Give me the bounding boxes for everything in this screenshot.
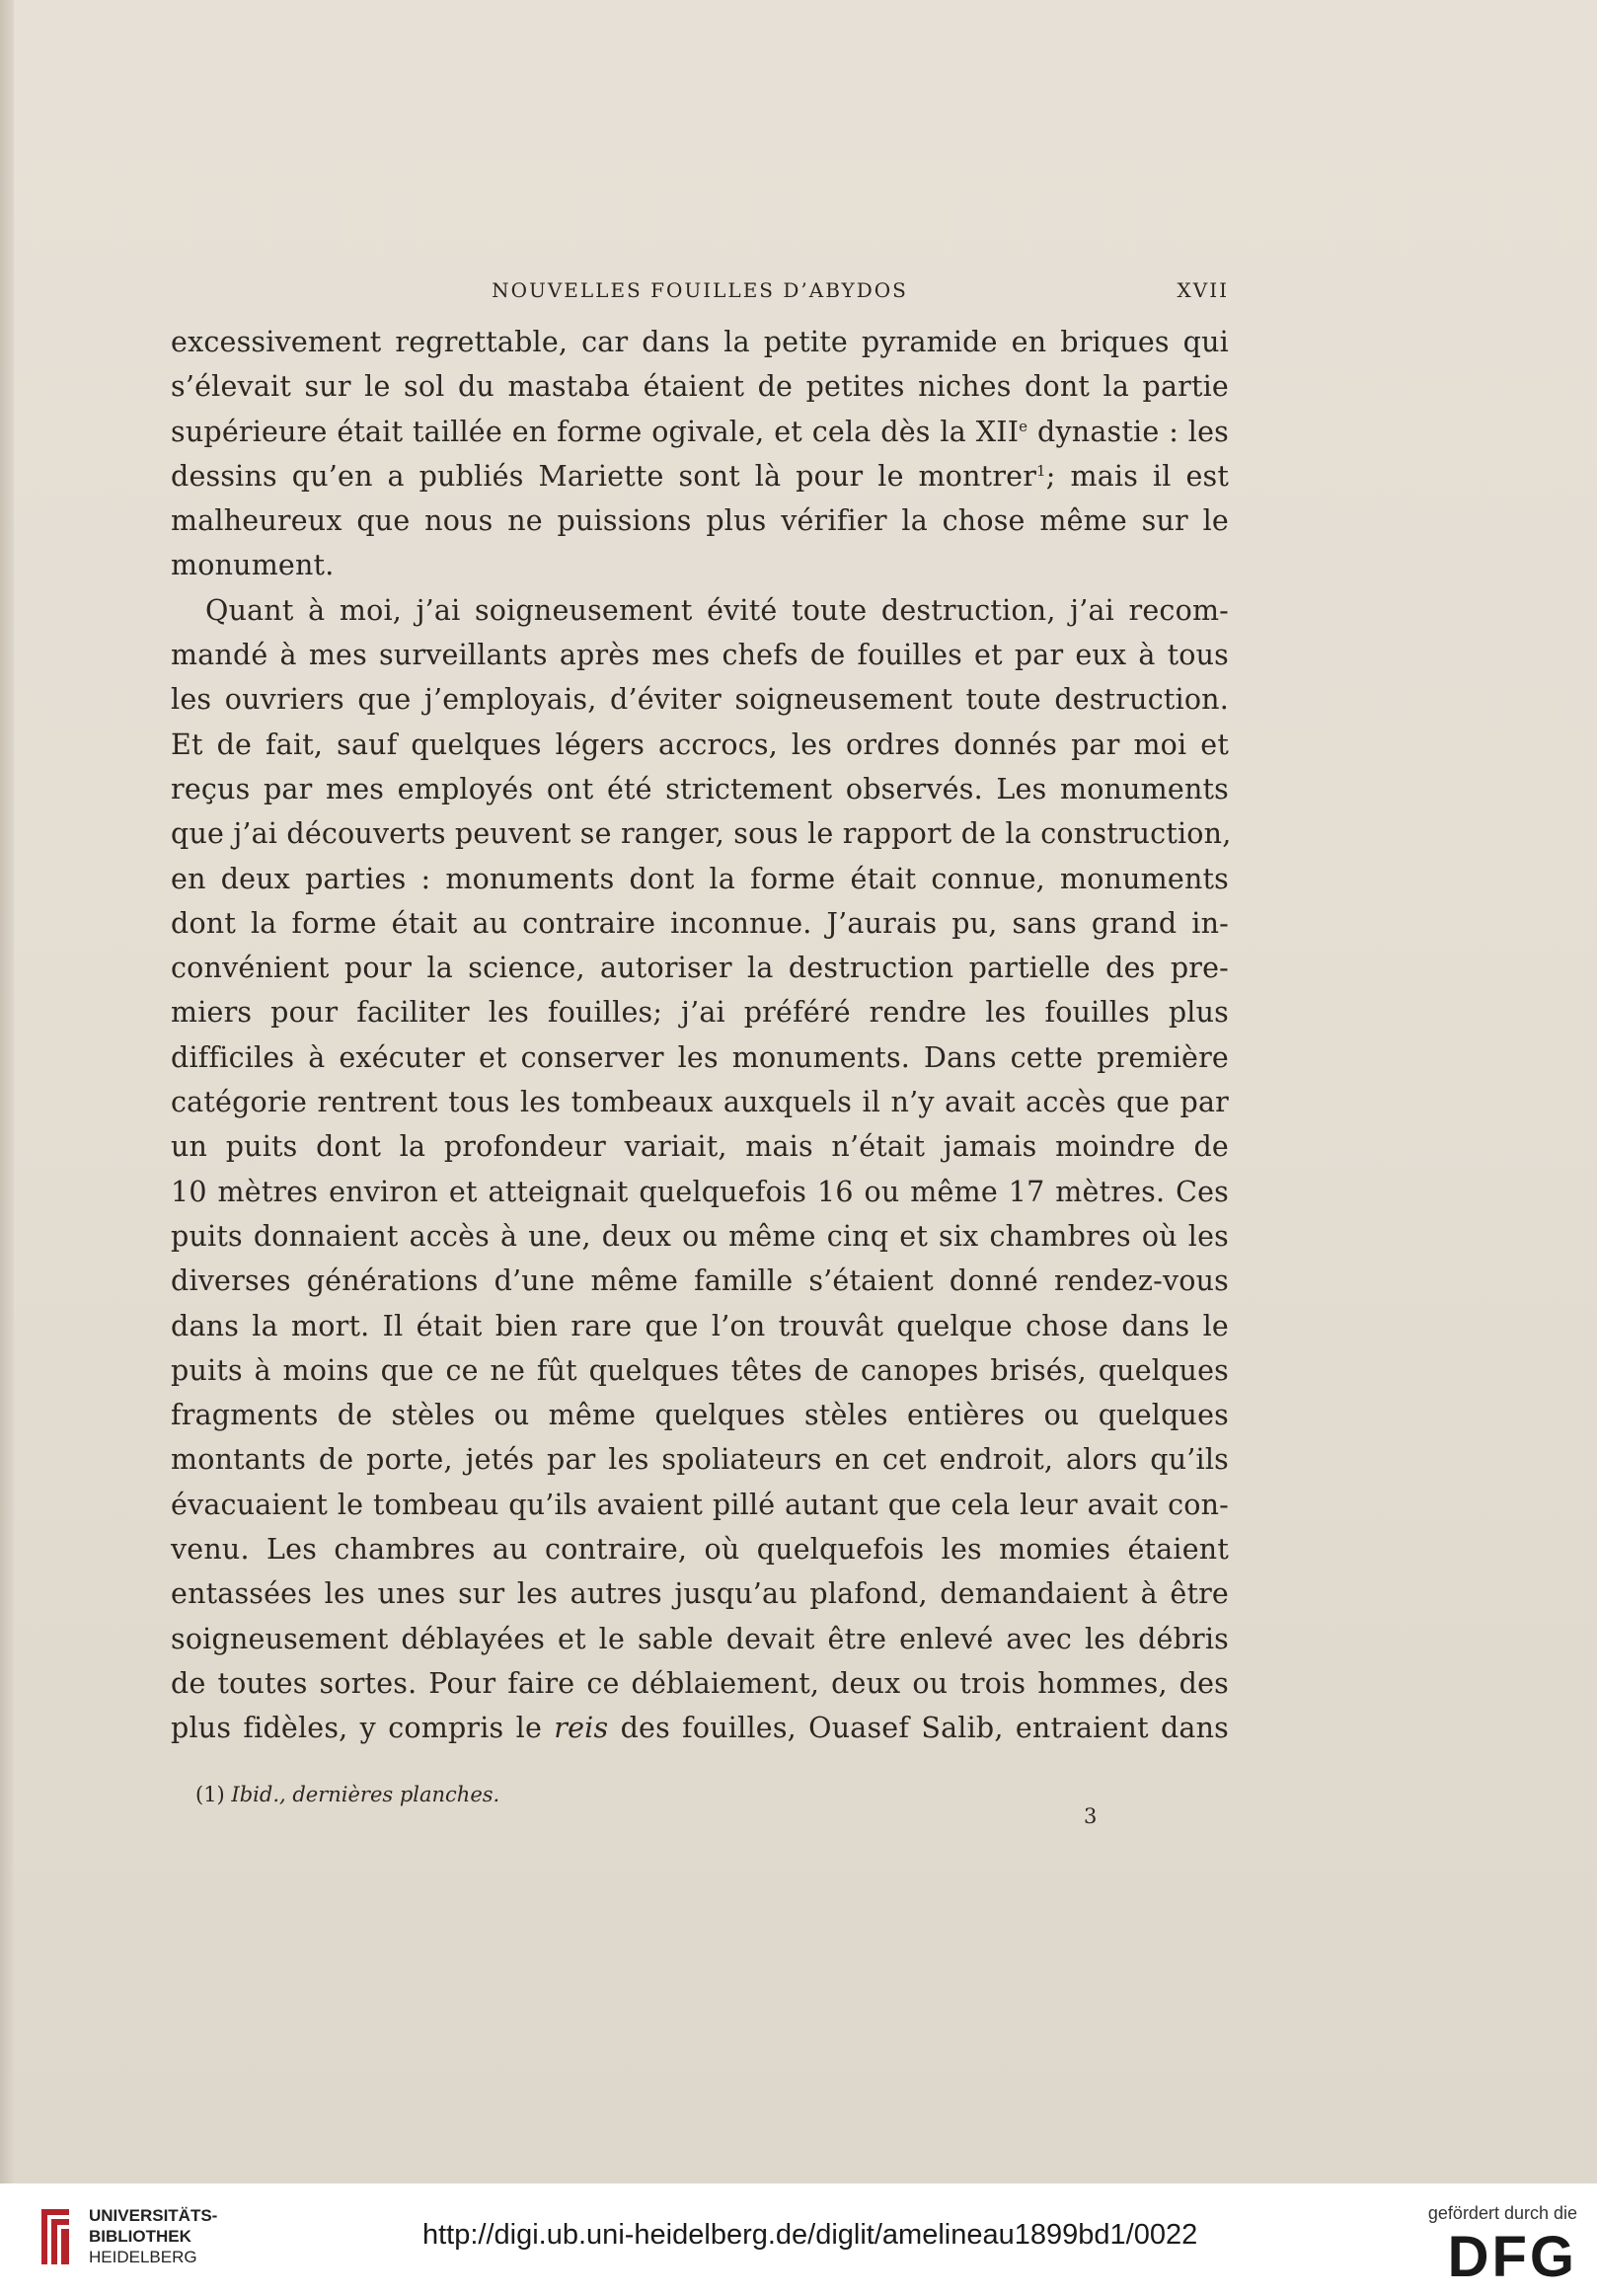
digitization-footer [0,2183,1597,2296]
text-line: dont la forme était au contraire inconnue. J’aurais pu, sans grand in- [171,906,1229,940]
text-line: difficiles à exécuter et conserver les monuments. Dans cette première [171,1040,1229,1074]
text-line: dessins qu’en a publiés Mariette sont là pour le montrer$^1$; mais il est [171,459,1229,493]
text-line: catégorie rentrent tous les tombeaux auxquels il n’y avait accès que par [171,1086,1229,1119]
text-line: miers pour faciliter les fouilles; j’ai préféré rendre les fouilles plus [171,996,1229,1030]
library-name: UNIVERSITÄTS- BIBLIOTHEK HEIDELBERG [89,2206,218,2266]
text-line: entassées les unes sur les autres jusqu’au plafond, demandaient à être [171,1577,1229,1611]
signature-mark: 3 [1084,1804,1098,1828]
text-line: reçus par mes employés ont été strictement observés. Les monuments [171,772,1229,805]
footnote [195,1783,499,1806]
text-line: dans la mort. Il était bien rare que l’on trouvât quelque chose dans le [171,1309,1229,1342]
superscript: e [1019,417,1028,435]
text-line: de toutes sortes. Pour faire ce déblaiement, deux ou trois hommes, des [171,1666,1229,1700]
footnote-ref: 1 [1036,461,1046,480]
text-line: supérieure était taillée en forme ogivale, et cela dès la XIIe dynastie : les [171,415,1229,448]
dfg-logo: DFG [1447,2225,1577,2289]
text-line: convénient pour la science, autoriser la destruction partielle des pre- [171,952,1229,985]
footnote-number: (1) [195,1783,232,1806]
text-line: les ouvriers que j’employais, d’éviter soigneusement toute destruction. [171,683,1229,717]
text-line: excessivement regrettable, car dans la petite pyramide en briques qui [171,326,1229,358]
text-line: mandé à mes surveillants après mes chefs de fouilles et par eux à tous [171,639,1229,672]
text-line: plus fidèles, y compris le reis des fouilles, Ouasef Salib, entraient dans [171,1712,1230,1745]
page-gutter-shadow [0,0,14,2183]
text-line: fragments de stèles ou même quelques stèles entières ou quelques [171,1399,1229,1432]
text-line: malheureux que nous ne puissions plus vérifier la chose même sur le [171,504,1229,538]
text-line: puits donnaient accès à une, deux ou même cinq et six chambres où les [171,1219,1229,1253]
text-line: un puits dont la profondeur variait, mais n’était jamais moindre de [171,1130,1229,1164]
text-line: en deux parties : monuments dont la forme était connue, monuments [171,862,1229,895]
text-line: Et de fait, sauf quelques légers accrocs, les ordres donnés par moi et [171,727,1229,761]
text-line: 10 mètres environ et atteignait quelquefois 16 ou même 17 mètres. Ces [171,1175,1229,1208]
running-head [171,270,1229,310]
text-line: soigneusement déblayées et le sable devait être enlevé avec les débris [171,1622,1229,1655]
funder-label: gefördert durch die [1427,2203,1577,2223]
text-line: venu. Les chambres au contraire, où quelquefois les momies étaient [171,1533,1229,1567]
running-title: NOUVELLES FOUILLES D’ABYDOS [492,278,908,302]
text-line: montants de porte, jetés par les spoliateurs en cet endroit, alors qu’ils [171,1443,1229,1477]
text-line: que j’ai découverts peuvent se ranger, sous le rapport de la construction, [171,817,1232,851]
text-line: puits à moins que ce ne fût quelques têtes de canopes brisés, quelques [171,1353,1229,1387]
main-text [171,320,1232,1751]
text-line: évacuaient le tombeau qu’ils avaient pillé autant que cela leur avait con- [171,1488,1229,1521]
text-line: Quant à moi, j’ai soigneusement évité toute destruction, j’ai recom- [205,593,1229,627]
permalink-url[interactable]: http://digi.ub.uni-heidelberg.de/diglit/amelineau1899bd1/0022 [422,2219,1198,2251]
italic-term: reis [554,1712,609,1745]
library-logo-icon [36,2205,75,2270]
text-line: diverses générations d’une même famille s’étaient donné rendez-vous [171,1264,1229,1298]
page-folio: XVII [1177,278,1229,302]
footnote-text: Ibid., dernières planches. [231,1783,500,1806]
text-line: s’élevait sur le sol du mastaba étaient de petites niches dont la partie [171,370,1229,404]
text-line: monument. [171,549,335,582]
